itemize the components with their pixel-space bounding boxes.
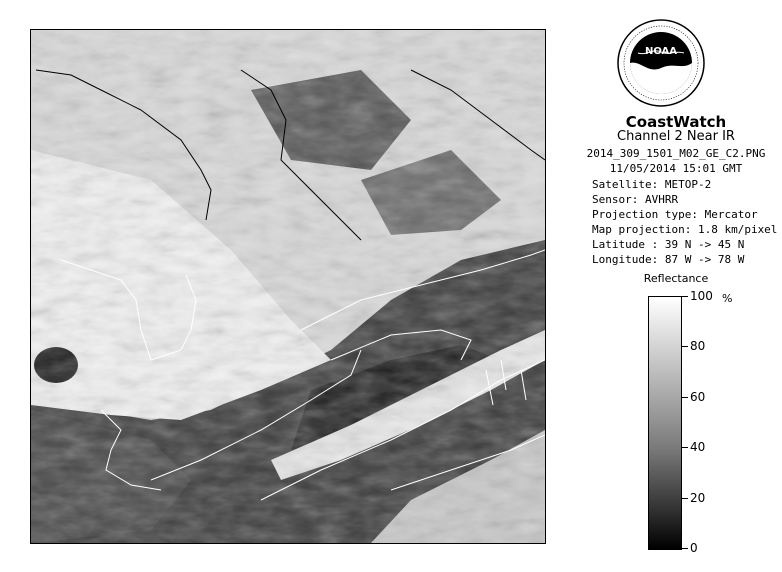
satellite-label: Satellite: METOP-2 [592,178,712,191]
colorbar-tick-label: 60 [690,389,706,404]
product-title: CoastWatch [625,113,727,131]
noaa-logo [616,18,706,108]
map-projection-label: Map projection: 1.8 km/pixel [592,223,778,236]
channel-subtitle: Channel 2 Near IR [617,129,735,144]
satellite-image-panel [30,29,546,544]
colorbar-tick [682,397,688,398]
projection-type-label: Projection type: Mercator [592,208,758,221]
colorbar-tick [682,548,688,549]
colorbar-tick-label: 20 [690,490,706,505]
legend-title: Reflectance [643,272,709,285]
colorbar-tick [682,447,688,448]
image-datetime: 11/05/2014 15:01 GMT [609,162,743,175]
image-filename: 2014_309_1501_M02_GE_C2.PNG [586,147,766,160]
noaa-logo-text: NOAA [644,46,678,57]
legend-unit: % [722,292,733,305]
colorbar-tick-label: 100 [690,289,713,303]
colorbar-tick [682,498,688,499]
satellite-image [31,30,545,543]
colorbar-tick-label: 80 [690,339,706,354]
colorbar-tick-label: 0 [690,541,698,555]
colorbar-tick-label: 40 [690,440,706,455]
latitude-label: Latitude : 39 N -> 45 N [592,238,745,251]
colorbar-tick [682,296,688,297]
sensor-label: Sensor: AVHRR [592,193,679,206]
reflectance-colorbar [648,296,682,550]
colorbar-tick [682,346,688,347]
longitude-label: Longitude: 87 W -> 78 W [592,253,745,266]
